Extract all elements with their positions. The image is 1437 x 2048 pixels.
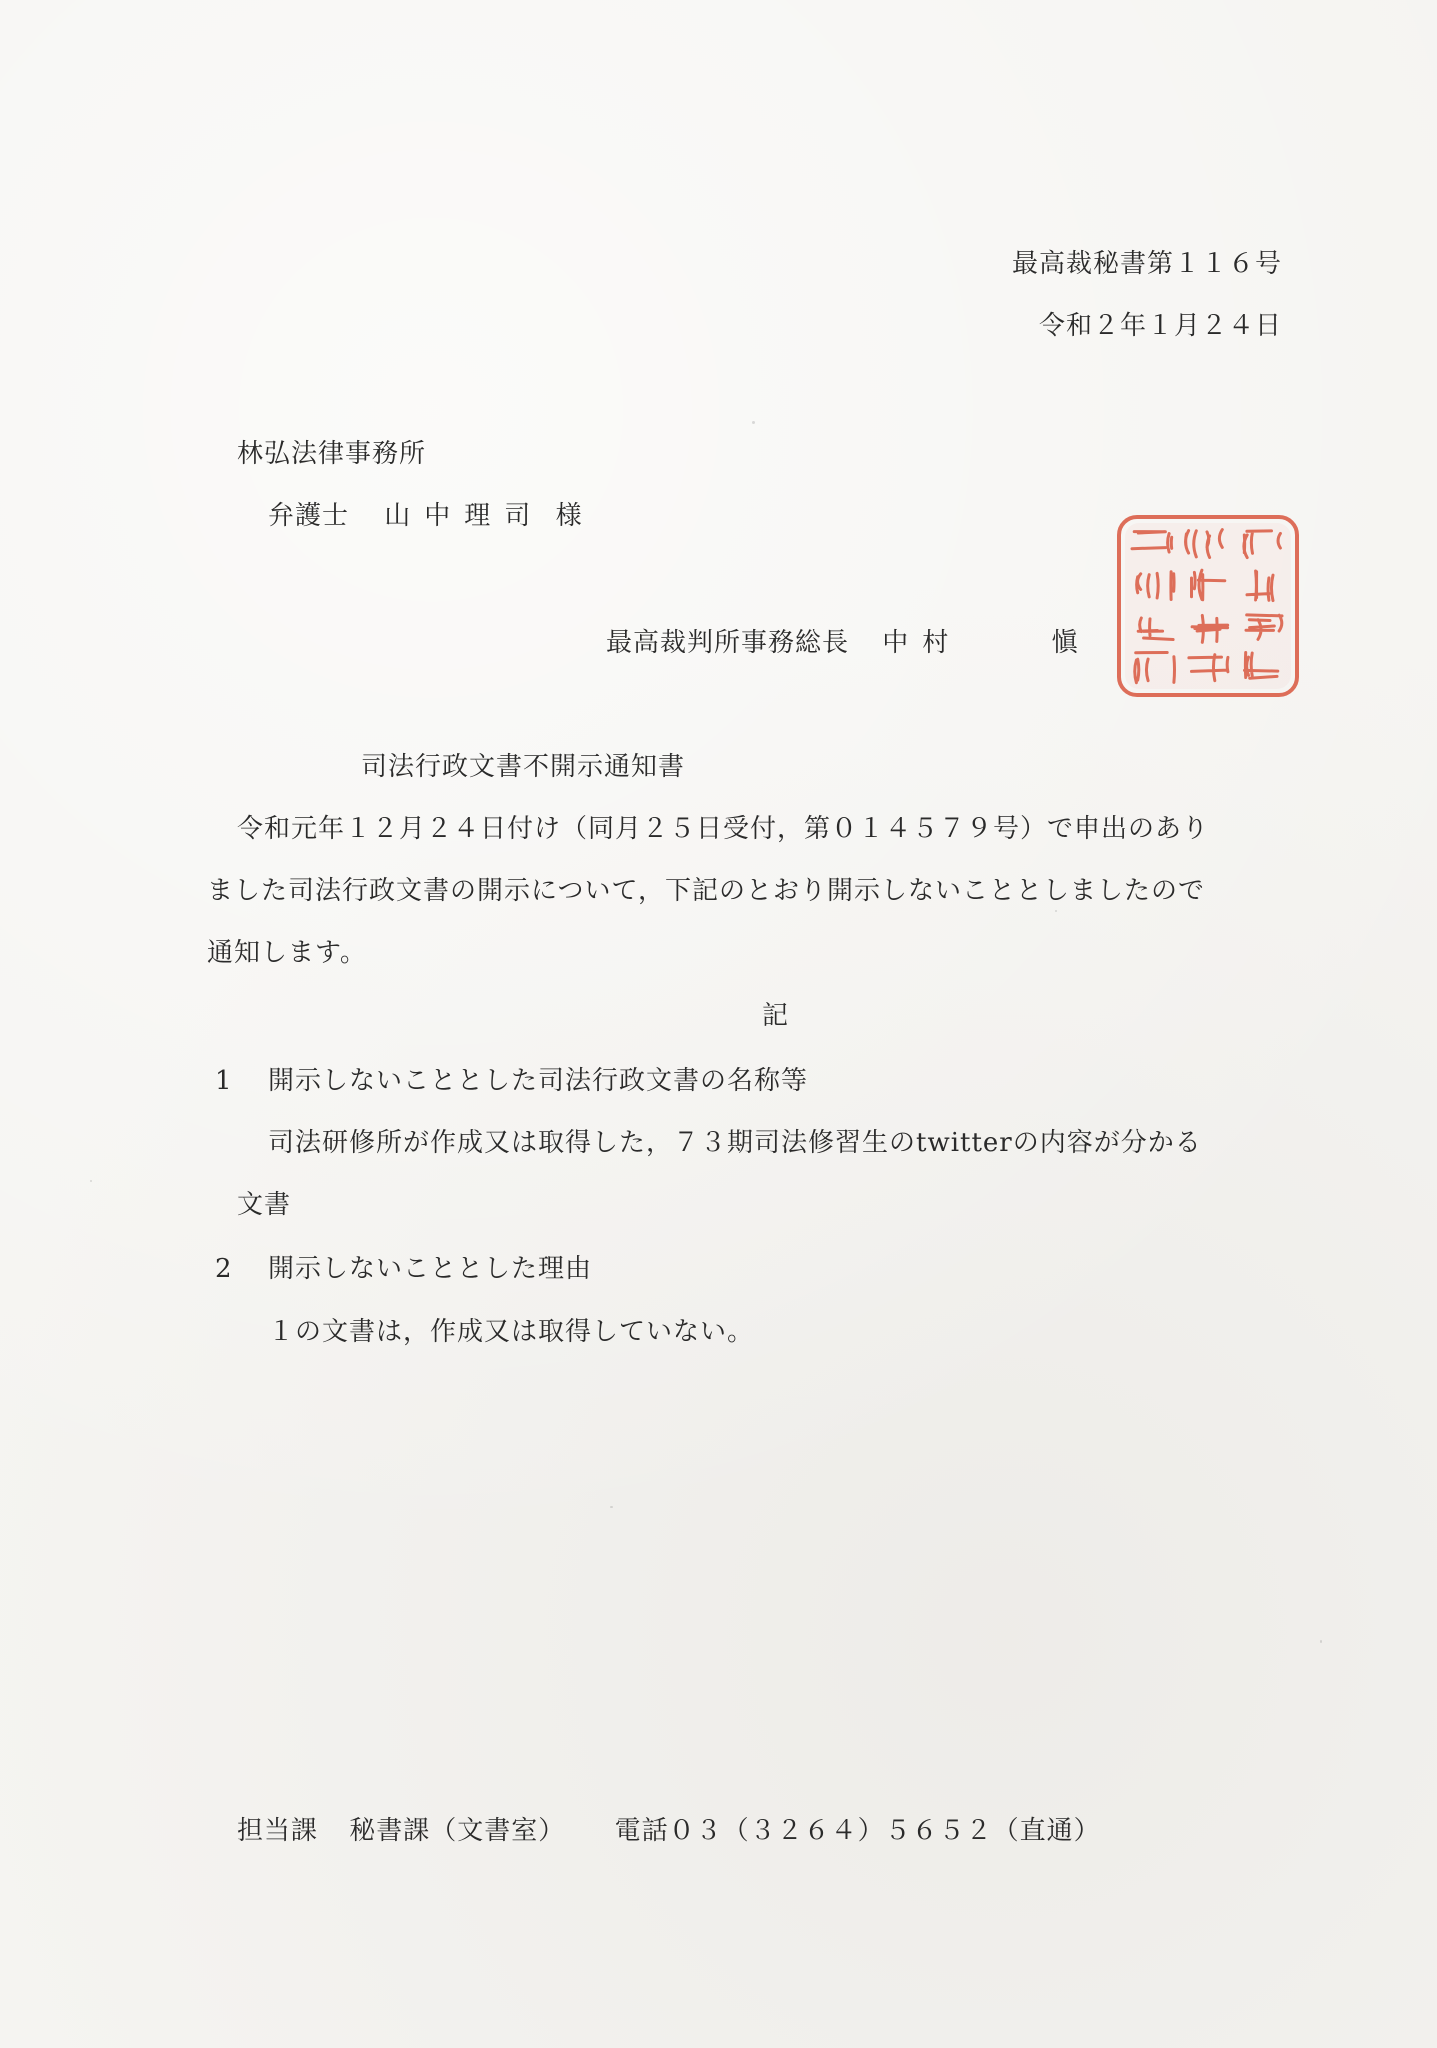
ki-heading: 記 (762, 1001, 790, 1031)
item-2-number: 2 (215, 1254, 233, 1284)
recipient-title: 弁護士 (268, 501, 350, 531)
footer-contact (237, 1814, 1101, 1848)
official-seal-stamp (1115, 513, 1301, 699)
recipient-honorific: 様 (555, 501, 583, 531)
notice-title: 司法行政文書不開示通知書 (361, 752, 686, 782)
sender-surname: 中村 (882, 628, 963, 658)
item-1-line-1: 司法研修所が作成又は取得した，７３期司法修習生のtwitterの内容が分かる (268, 1128, 1202, 1158)
document-number: 最高裁秘書第１１６号 (1011, 249, 1282, 279)
scan-speck (90, 1180, 92, 1182)
footer-section-label: 担当課 (237, 1816, 319, 1846)
item-1-number: 1 (215, 1066, 233, 1096)
scan-speck (610, 1506, 613, 1508)
body-paragraph-line-3: 通知します。 (207, 938, 367, 968)
sender-given-name: 愼 (1051, 628, 1079, 658)
sender-position: 最高裁判所事務総長 (606, 628, 850, 658)
item-1-heading: 開示しないこととした司法行政文書の名称等 (268, 1066, 809, 1096)
footer-phone: 電話０３（３２６４）５６５２（直通） (614, 1816, 1101, 1846)
body-paragraph-line-1: 令和元年１２月２４日付け（同月２５日受付，第０１４５７９号）で申出のあり (237, 814, 1210, 844)
scan-speck (1055, 910, 1057, 912)
scan-speck (1320, 1640, 1322, 1643)
sender-line (606, 626, 1079, 660)
scan-speck (752, 421, 755, 424)
item-2-line-1: １の文書は，作成又は取得していない。 (268, 1317, 755, 1347)
recipient-name: 山中理司 (384, 501, 545, 531)
recipient-line (268, 499, 583, 533)
footer-section: 秘書課（文書室） (349, 1816, 566, 1846)
body-paragraph-line-2: ました司法行政文書の開示について，下記のとおり開示しないこととしましたので (207, 876, 1205, 906)
item-1-line-2: 文書 (237, 1190, 292, 1220)
document-date: 令和２年１月２４日 (1038, 311, 1282, 341)
recipient-office: 林弘法律事務所 (237, 439, 427, 469)
item-2-heading: 開示しないこととした理由 (268, 1254, 593, 1284)
